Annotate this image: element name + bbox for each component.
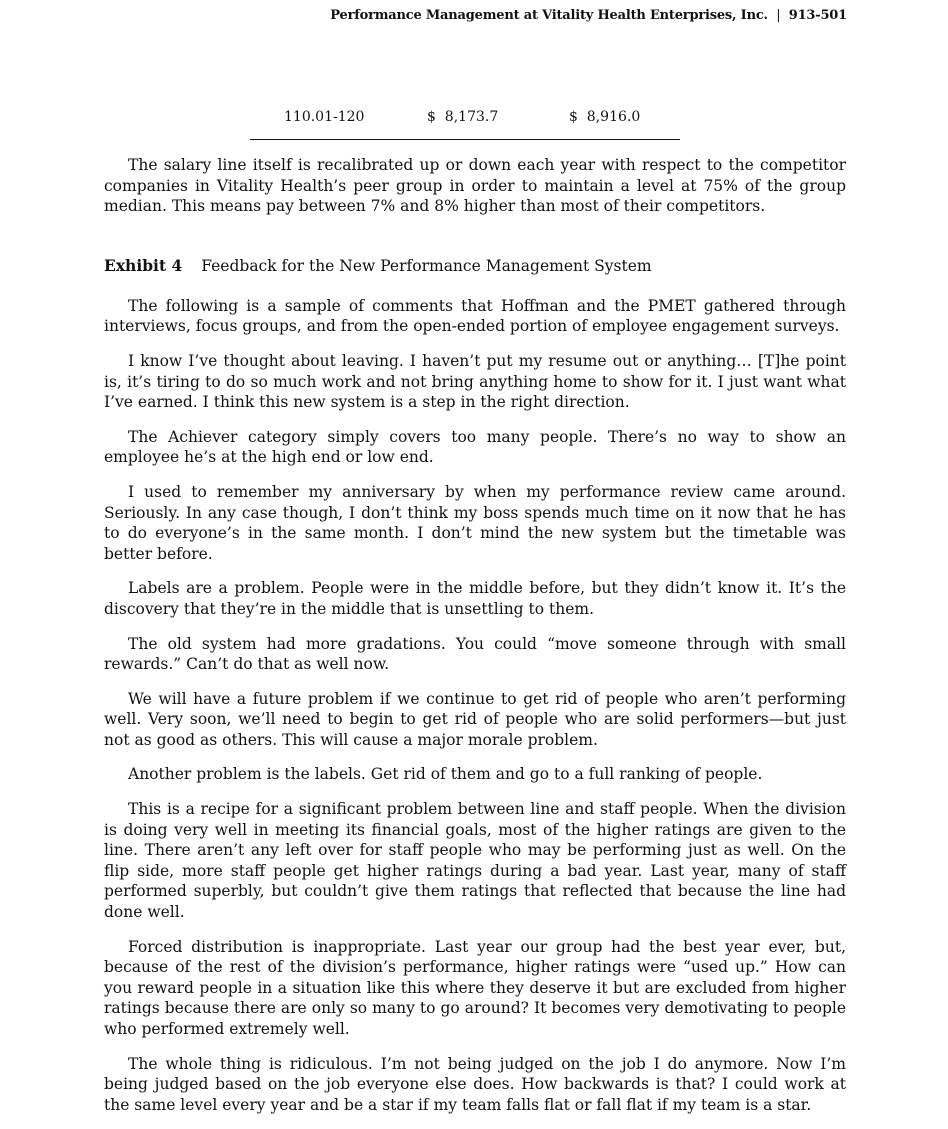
comment-paragraph: This is a recipe for a significant problem between line and staff people. When the division is doing very well in meeting its financial goals, most of the higher ratings are given to the line. There aren’t any left over for staff people who may be performing just as well. On the flip side, more staff people get higher ratings during a bad year. Last year, many of staff performed superbly, but couldn’t give them ratings that reflected that because the line had done well. [104,800,846,922]
exhibit-heading [104,256,846,276]
comment-paragraph: We will have a future problem if we continue to get rid of people who aren’t performing well. Very soon, we’ll need to begin to get rid of people who are solid performers—but just not as good as others. This will cause a major morale problem. [104,689,846,749]
comment-paragraph: I used to remember my anniversary by when my performance review came around. Seriously. In any case though, I don’t think my boss spends much time on it now that he has to do everyone’s in the same month. I don’t mind the new system but the timetable was better before. [104,482,846,563]
intro-paragraph: The salary line itself is recalibrated up or down each year with respect to the competitor companies in Vitality Health’s peer group in order to maintain a level at 75% of the group median. This means pay between 7% and 8% higher than most of their competitors. [104,156,846,216]
comment-paragraph: The old system had more gradations. You could “move someone through with small rewards.” Can’t do that as well now. [104,634,846,674]
comment-paragraph: Another problem is the labels. Get rid of them and go to a full ranking of people. [128,765,763,784]
table-cell-value-1: $ 8,173.7 [427,109,499,125]
exhibit-title: Feedback for the New Performance Management System [201,256,652,275]
table-row [250,107,680,140]
comment-paragraph: I know I’ve thought about leaving. I haven’t put my resume out or anything… [T]he point is, it’s tiring to do so much work and not bring anything home to show for it. I just want what I’ve earned. I think this new system is a step in the right direction. [104,351,846,412]
comment-paragraph: Labels are a problem. People were in the middle before, but they didn’t know it. It’s the discovery that they’re in the middle that is unsettling to them. [104,579,846,618]
header-title: Performance Management at Vitality Health Enterprises, Inc. [330,8,768,23]
document-body [104,155,846,1129]
table-cell-value-2: $ 8,916.0 [569,109,641,125]
table-cell-range: 110.01-120 [284,109,365,125]
comment-paragraph: Forced distribution is inappropriate. Last year our group had the best year ever, but, because of the rest of the division’s performance, higher ratings were “used up.” How can you reward people in a situation like this where they deserve it but are excluded from higher ratings because there are only so many to go around? It becomes very demotivating to people who performed extremely well. [104,937,846,1038]
paragraph: The following is a sample of comments that Hoffman and the PMET gathered through interviews, focus groups, and from the open-ended portion of employee engagement surveys. [104,296,846,336]
header-separator: | [776,8,781,23]
running-header [330,8,847,23]
comment-paragraph: The Achiever category simply covers too many people. There’s no way to show an employee he’s at the high end or low end. [104,427,846,467]
exhibit-label: Exhibit 4 [104,255,183,275]
comment-paragraph: The whole thing is ridiculous. I’m not being judged on the job I do anymore. Now I’m being judged based on the job everyone else does. How backwards is that? I could work at the same level every year and be a star if my team falls flat or fall flat if my team is a star. [104,1054,846,1114]
case-number: 913-501 [788,8,847,23]
